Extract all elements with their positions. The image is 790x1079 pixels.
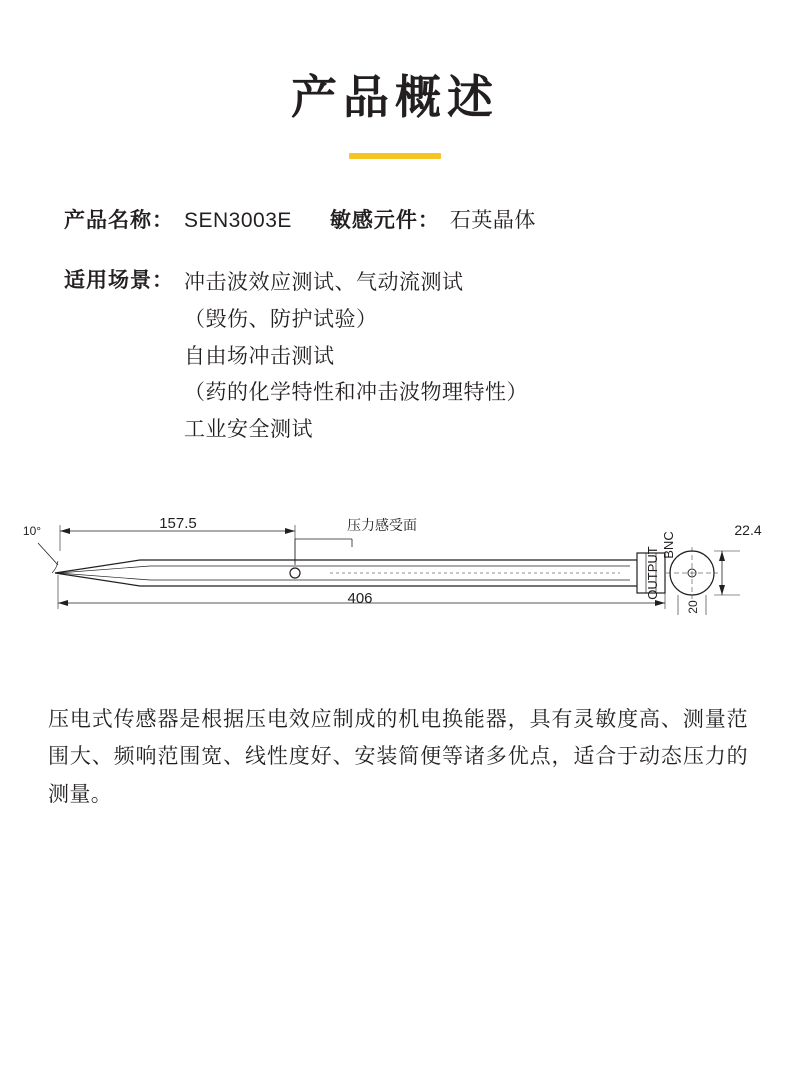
scenario-list [184, 265, 528, 449]
dimension-angle: 10° [22, 523, 42, 538]
product-description: 压电式传感器是根据压电效应制成的机电换能器，具有灵敏度高、测量范围大、频响范围宽、线性度好、安装简便等诸多优点，适合于动态压力的测量。 [48, 707, 748, 806]
sensitive-element-value: 石英晶体 [449, 208, 536, 232]
product-name-label: 产品名称： [64, 208, 174, 232]
sensitive-element-label: 敏感元件： [329, 208, 440, 232]
dimension-small: 20 [686, 600, 700, 614]
label-connector: BNC [661, 531, 676, 559]
spec-row-scenarios [64, 265, 750, 449]
dimension-diameter: 22.4 [734, 521, 762, 538]
page-title: 产品概述 [291, 71, 499, 123]
product-spec-block [0, 205, 790, 449]
scenario-item: 冲击波效应测试、气动流测试 [184, 271, 464, 295]
label-output: OUTPUT [645, 546, 660, 600]
dimension-length-total: 406 [347, 589, 373, 607]
scenario-item: 自由场冲击测试 [184, 344, 335, 368]
scenario-label: 适用场景： [64, 269, 174, 293]
dimension-length-tip: 157.5 [159, 514, 197, 532]
product-name-value: SEN3003E [184, 208, 292, 232]
spec-row-product-name [64, 205, 750, 238]
scenario-item: 工业安全测试 [184, 418, 313, 442]
scenario-item: （药的化学特性和冲击波物理特性） [184, 381, 528, 405]
title-underline-accent [349, 153, 441, 159]
label-pressure-face: 压力感受面 [347, 516, 417, 533]
scenario-item: （毁伤、防护试验） [184, 307, 378, 331]
sensitive-element-group [330, 205, 536, 238]
product-technical-drawing [0, 503, 790, 663]
